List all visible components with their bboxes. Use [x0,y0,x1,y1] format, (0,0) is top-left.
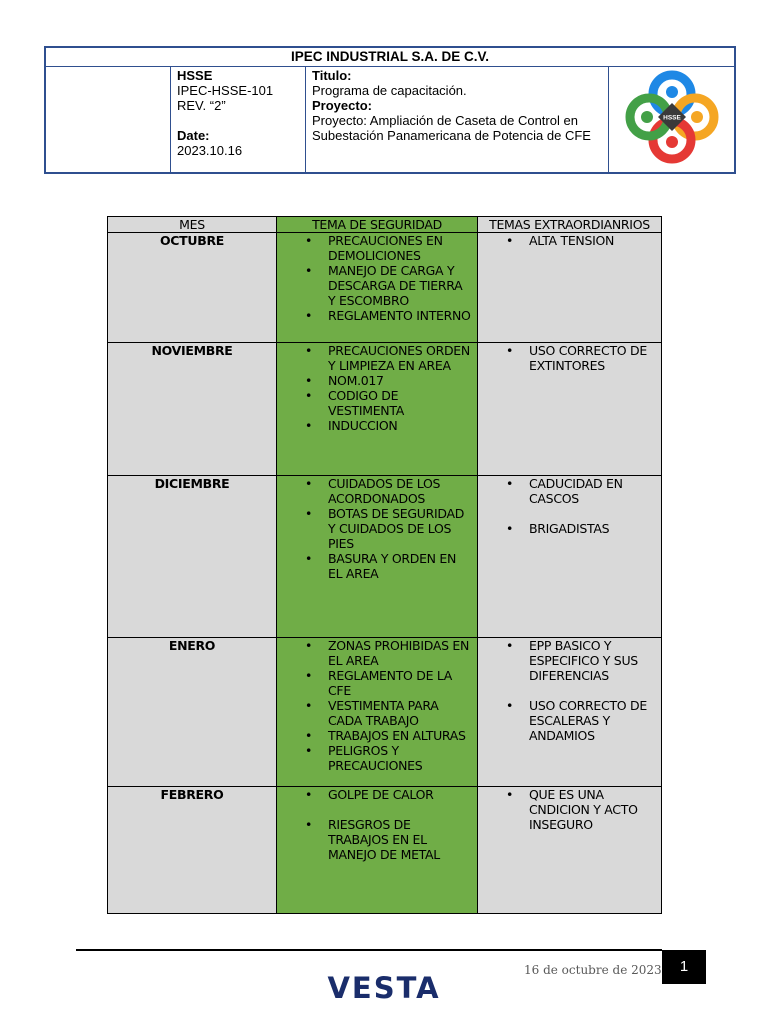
document-code-cell [171,67,306,174]
date-label: Date: [177,128,210,143]
list-item: • QUE ES UNA CNDICION Y ACTO INSEGURO [478,787,661,832]
extra-topics-cell [478,343,662,476]
training-plan-table [107,216,662,914]
list-item: • CODIGO DE VESTIMENTA [277,388,477,418]
revision: REV. “2” [177,98,226,113]
list-item: • EPP BASICO Y ESPECIFICO Y SUS DIFERENCIAS [478,638,661,683]
list-item: • VESTIMENTA PARA CADA TRABAJO [277,698,477,728]
column-header-extra-topics: TEMAS EXTRAORDIANRIOS [478,217,662,233]
month-cell: FEBRERO [108,787,277,914]
title-label: Titulo: [312,68,352,83]
month-cell: NOVIEMBRE [108,343,277,476]
list-item: • USO CORRECTO DE EXTINTORES [478,343,661,373]
extra-topics-cell [478,638,662,787]
month-cell: ENERO [108,638,277,787]
document-header [44,46,736,174]
company-name: IPEC INDUSTRIAL S.A. DE C.V. [45,47,735,67]
list-item: • PRECAUCIONES EN DEMOLICIONES [277,233,477,263]
table-row [108,343,662,476]
list-item: • GOLPE DE CALOR [277,787,477,802]
extra-topics-cell [478,233,662,343]
list-item: • PRECAUCIONES ORDEN Y LIMPIEZA EN AREA [277,343,477,373]
list-item: • CUIDADOS DE LOS ACORDONADOS [277,476,477,506]
column-header-month: MES [108,217,277,233]
list-item: • INDUCCION [277,418,477,433]
safety-topics-cell [277,476,478,638]
table-row [108,476,662,638]
list-item: • RIESGROS DE TRABAJOS EN EL MANEJO DE METAL [277,817,477,862]
list-item: • PELIGROS Y PRECAUCIONES [277,743,477,773]
date-value: 2023.10.16 [177,143,243,158]
list-item: • NOM.017 [277,373,477,388]
safety-topics-cell [277,233,478,343]
list-item: • ZONAS PROHIBIDAS EN EL AREA [277,638,477,668]
vesta-logo-icon [322,970,446,1004]
table-row [108,638,662,787]
extra-topics-cell [478,476,662,638]
project-value: Proyecto: Ampliación de Caseta de Control en Subestación Panamericana de Potencia de CFE [312,113,591,143]
title-project-cell [306,67,609,174]
list-item: • TRABAJOS EN ALTURAS [277,728,477,743]
hsse-logo-icon [622,67,722,167]
title-value: Programa de capacitación. [312,83,467,98]
list-item: • ALTA TENSION [478,233,661,248]
document-code: IPEC-HSSE-101 [177,83,274,98]
table-row [108,787,662,914]
column-header-safety-topic: TEMA DE SEGURIDAD [277,217,478,233]
safety-topics-cell [277,638,478,787]
list-item: • USO CORRECTO DE ESCALERAS Y ANDAMIOS [478,698,661,743]
list-item: • REGLAMENTO DE LA CFE [277,668,477,698]
page-number: 1 [662,950,706,984]
list-item: • CADUCIDAD EN CASCOS [478,476,661,506]
hsse-label: HSSE [177,68,213,83]
table-row [108,233,662,343]
list-item: • BOTAS DE SEGURIDAD Y CUIDADOS DE LOS PIES [277,506,477,551]
list-item: • BRIGADISTAS [478,521,661,536]
list-item: • BASURA Y ORDEN EN EL AREA [277,551,477,581]
list-item: • REGLAMENTO INTERNO [277,308,477,323]
extra-topics-cell [478,787,662,914]
table-header-row [108,217,662,233]
safety-topics-cell [277,787,478,914]
project-label: Proyecto: [312,98,372,113]
footer-divider [76,949,662,951]
logo-text: HSSE [662,114,681,122]
month-cell: DICIEMBRE [108,476,277,638]
footer-date: 16 de octubre de 2023 [524,963,662,977]
safety-topics-cell [277,343,478,476]
list-item: • MANEJO DE CARGA Y DESCARGA DE TIERRA Y ESCOMBRO [277,263,477,308]
brand-text: VESTA [327,971,441,1004]
header-blank-cell [45,67,171,174]
logo-cell [609,67,736,174]
month-cell: OCTUBRE [108,233,277,343]
